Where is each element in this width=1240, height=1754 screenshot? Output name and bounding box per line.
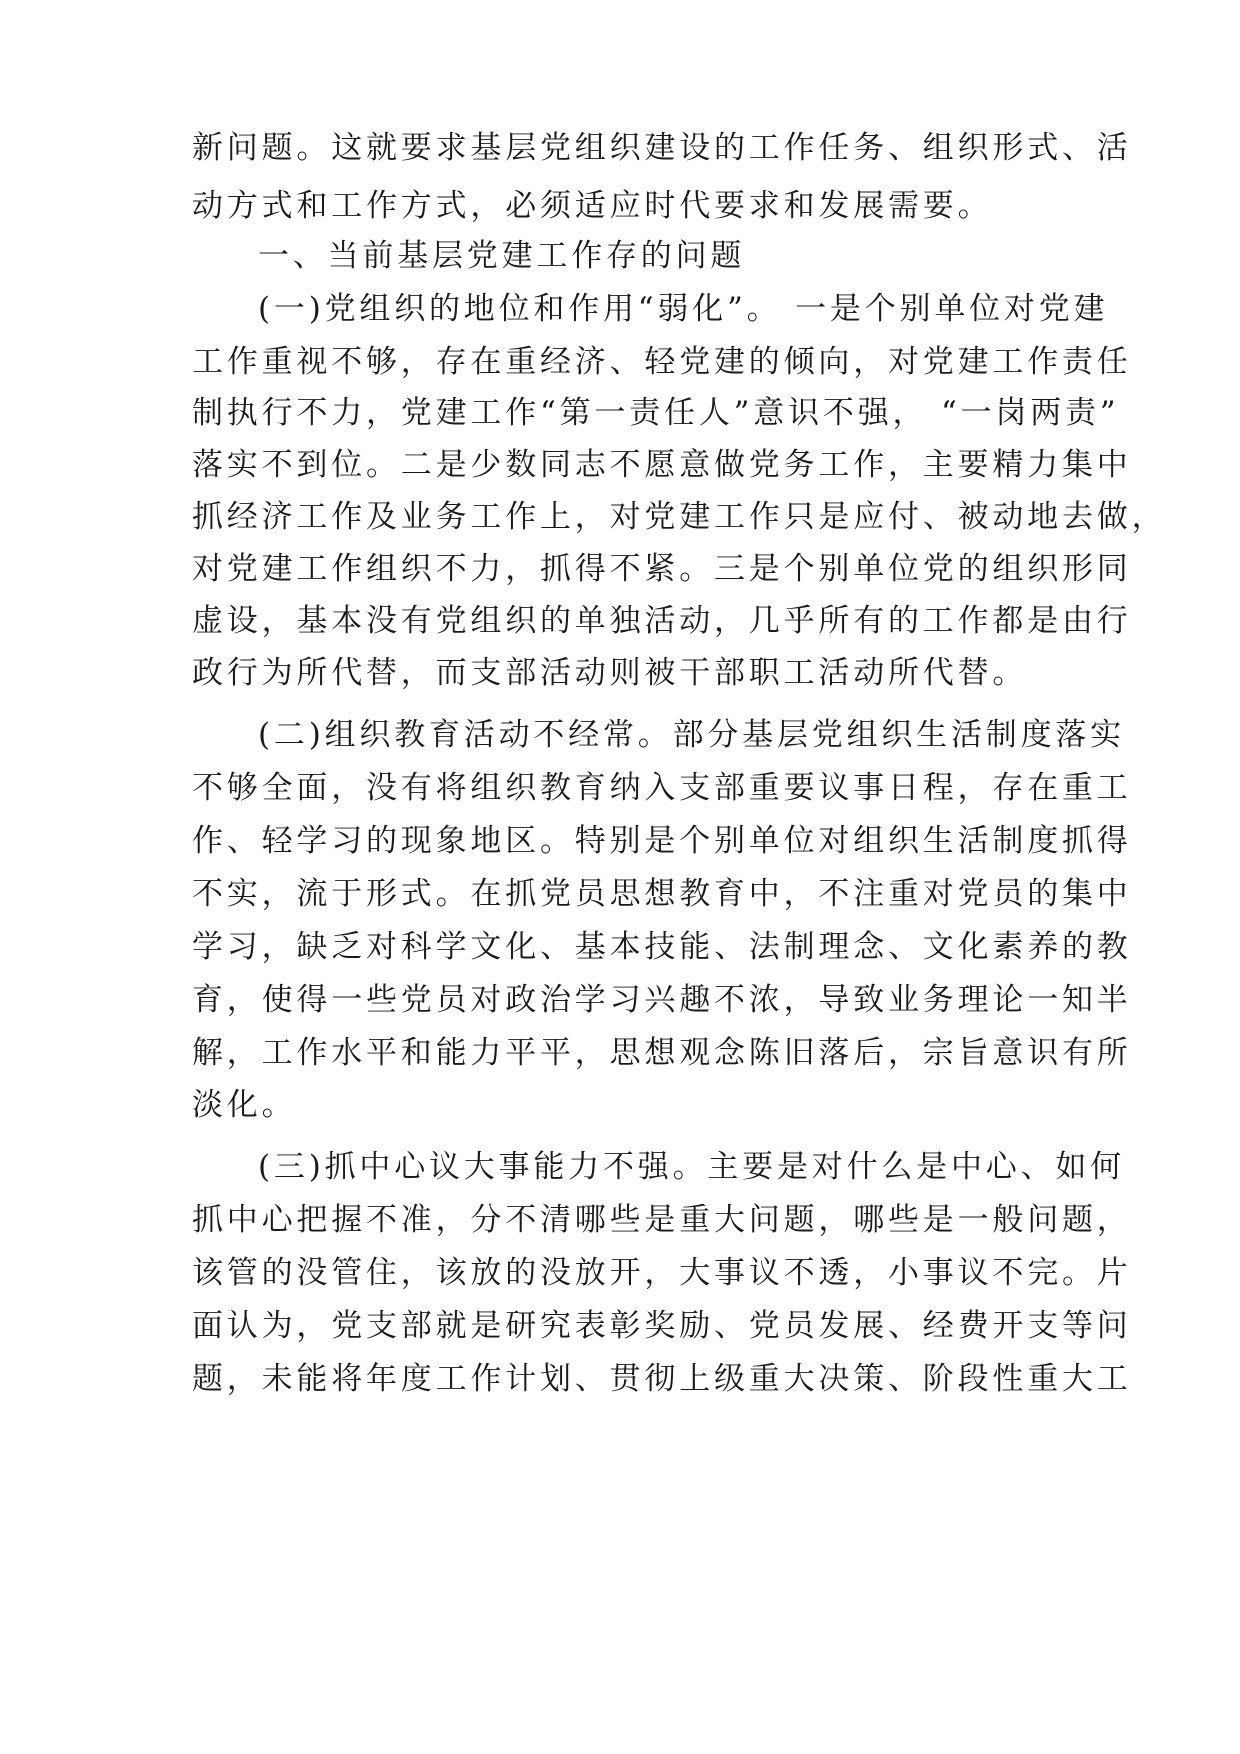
paragraph-line: 该管的没管住，该放的没放开，大事议不透，小事议不完。片 — [192, 1255, 1132, 1291]
paragraph-line: 动方式和工作方式，必须适应时代要求和发展需要。 — [192, 188, 993, 224]
paragraph-line: 虚设，基本没有党组织的单独活动，几乎所有的工作都是由行 — [192, 603, 1132, 639]
subsection-heading-line: (一)党组织的地位和作用“弱化”。 一是个别单位对党建 — [258, 291, 1109, 327]
paragraph-line: 落实不到位。二是少数同志不愿意做党务工作，主要精力集中 — [192, 447, 1132, 483]
paragraph-line: 新问题。这就要求基层党组织建设的工作任务、组织形式、活 — [192, 130, 1132, 166]
paragraph-line: 解，工作水平和能力平平，思想观念陈旧落后，宗旨意识有所 — [192, 1035, 1132, 1071]
subsection-heading-line: (三)抓中心议大事能力不强。主要是对什么是中心、如何 — [258, 1149, 1125, 1185]
paragraph-line: 学习，缺乏对科学文化、基本技能、法制理念、文化素养的教 — [192, 929, 1132, 965]
paragraph-line: 制执行不力，党建工作“第一责任人”意识不强， “一岗两责” — [192, 395, 1120, 431]
paragraph-line: 作、轻学习的现象地区。特别是个别单位对组织生活制度抓得 — [192, 823, 1132, 859]
paragraph-line: 题，未能将年度工作计划、贯彻上级重大决策、阶段性重大工 — [192, 1361, 1132, 1397]
paragraph-line: 政行为所代替，而支部活动则被干部职工活动所代替。 — [192, 655, 1028, 691]
paragraph-line: 工作重视不够，存在重经济、轻党建的倾向，对党建工作责任 — [192, 344, 1132, 380]
subsection-heading-line: (二)组织教育活动不经常。部分基层党组织生活制度落实 — [258, 717, 1125, 753]
section-heading: 一、当前基层党建工作存的问题 — [258, 238, 746, 274]
paragraph-line: 育，使得一些党员对政治学习兴趣不浓，导致业务理论一知半 — [192, 982, 1132, 1018]
paragraph-line: 抓经济工作及业务工作上，对党建工作只是应付、被动地去做， — [192, 499, 1167, 535]
paragraph-line: 淡化。 — [192, 1087, 297, 1123]
paragraph-line: 不实，流于形式。在抓党员思想教育中，不注重对党员的集中 — [192, 876, 1132, 912]
paragraph-line: 对党建工作组织不力，抓得不紧。三是个别单位党的组织形同 — [192, 551, 1132, 587]
paragraph-line: 不够全面，没有将组织教育纳入支部重要议事日程，存在重工 — [192, 770, 1132, 806]
paragraph-line: 抓中心把握不准，分不清哪些是重大问题，哪些是一般问题， — [192, 1202, 1132, 1238]
paragraph-line: 面认为，党支部就是研究表彰奖励、党员发展、经费开支等问 — [192, 1308, 1132, 1344]
